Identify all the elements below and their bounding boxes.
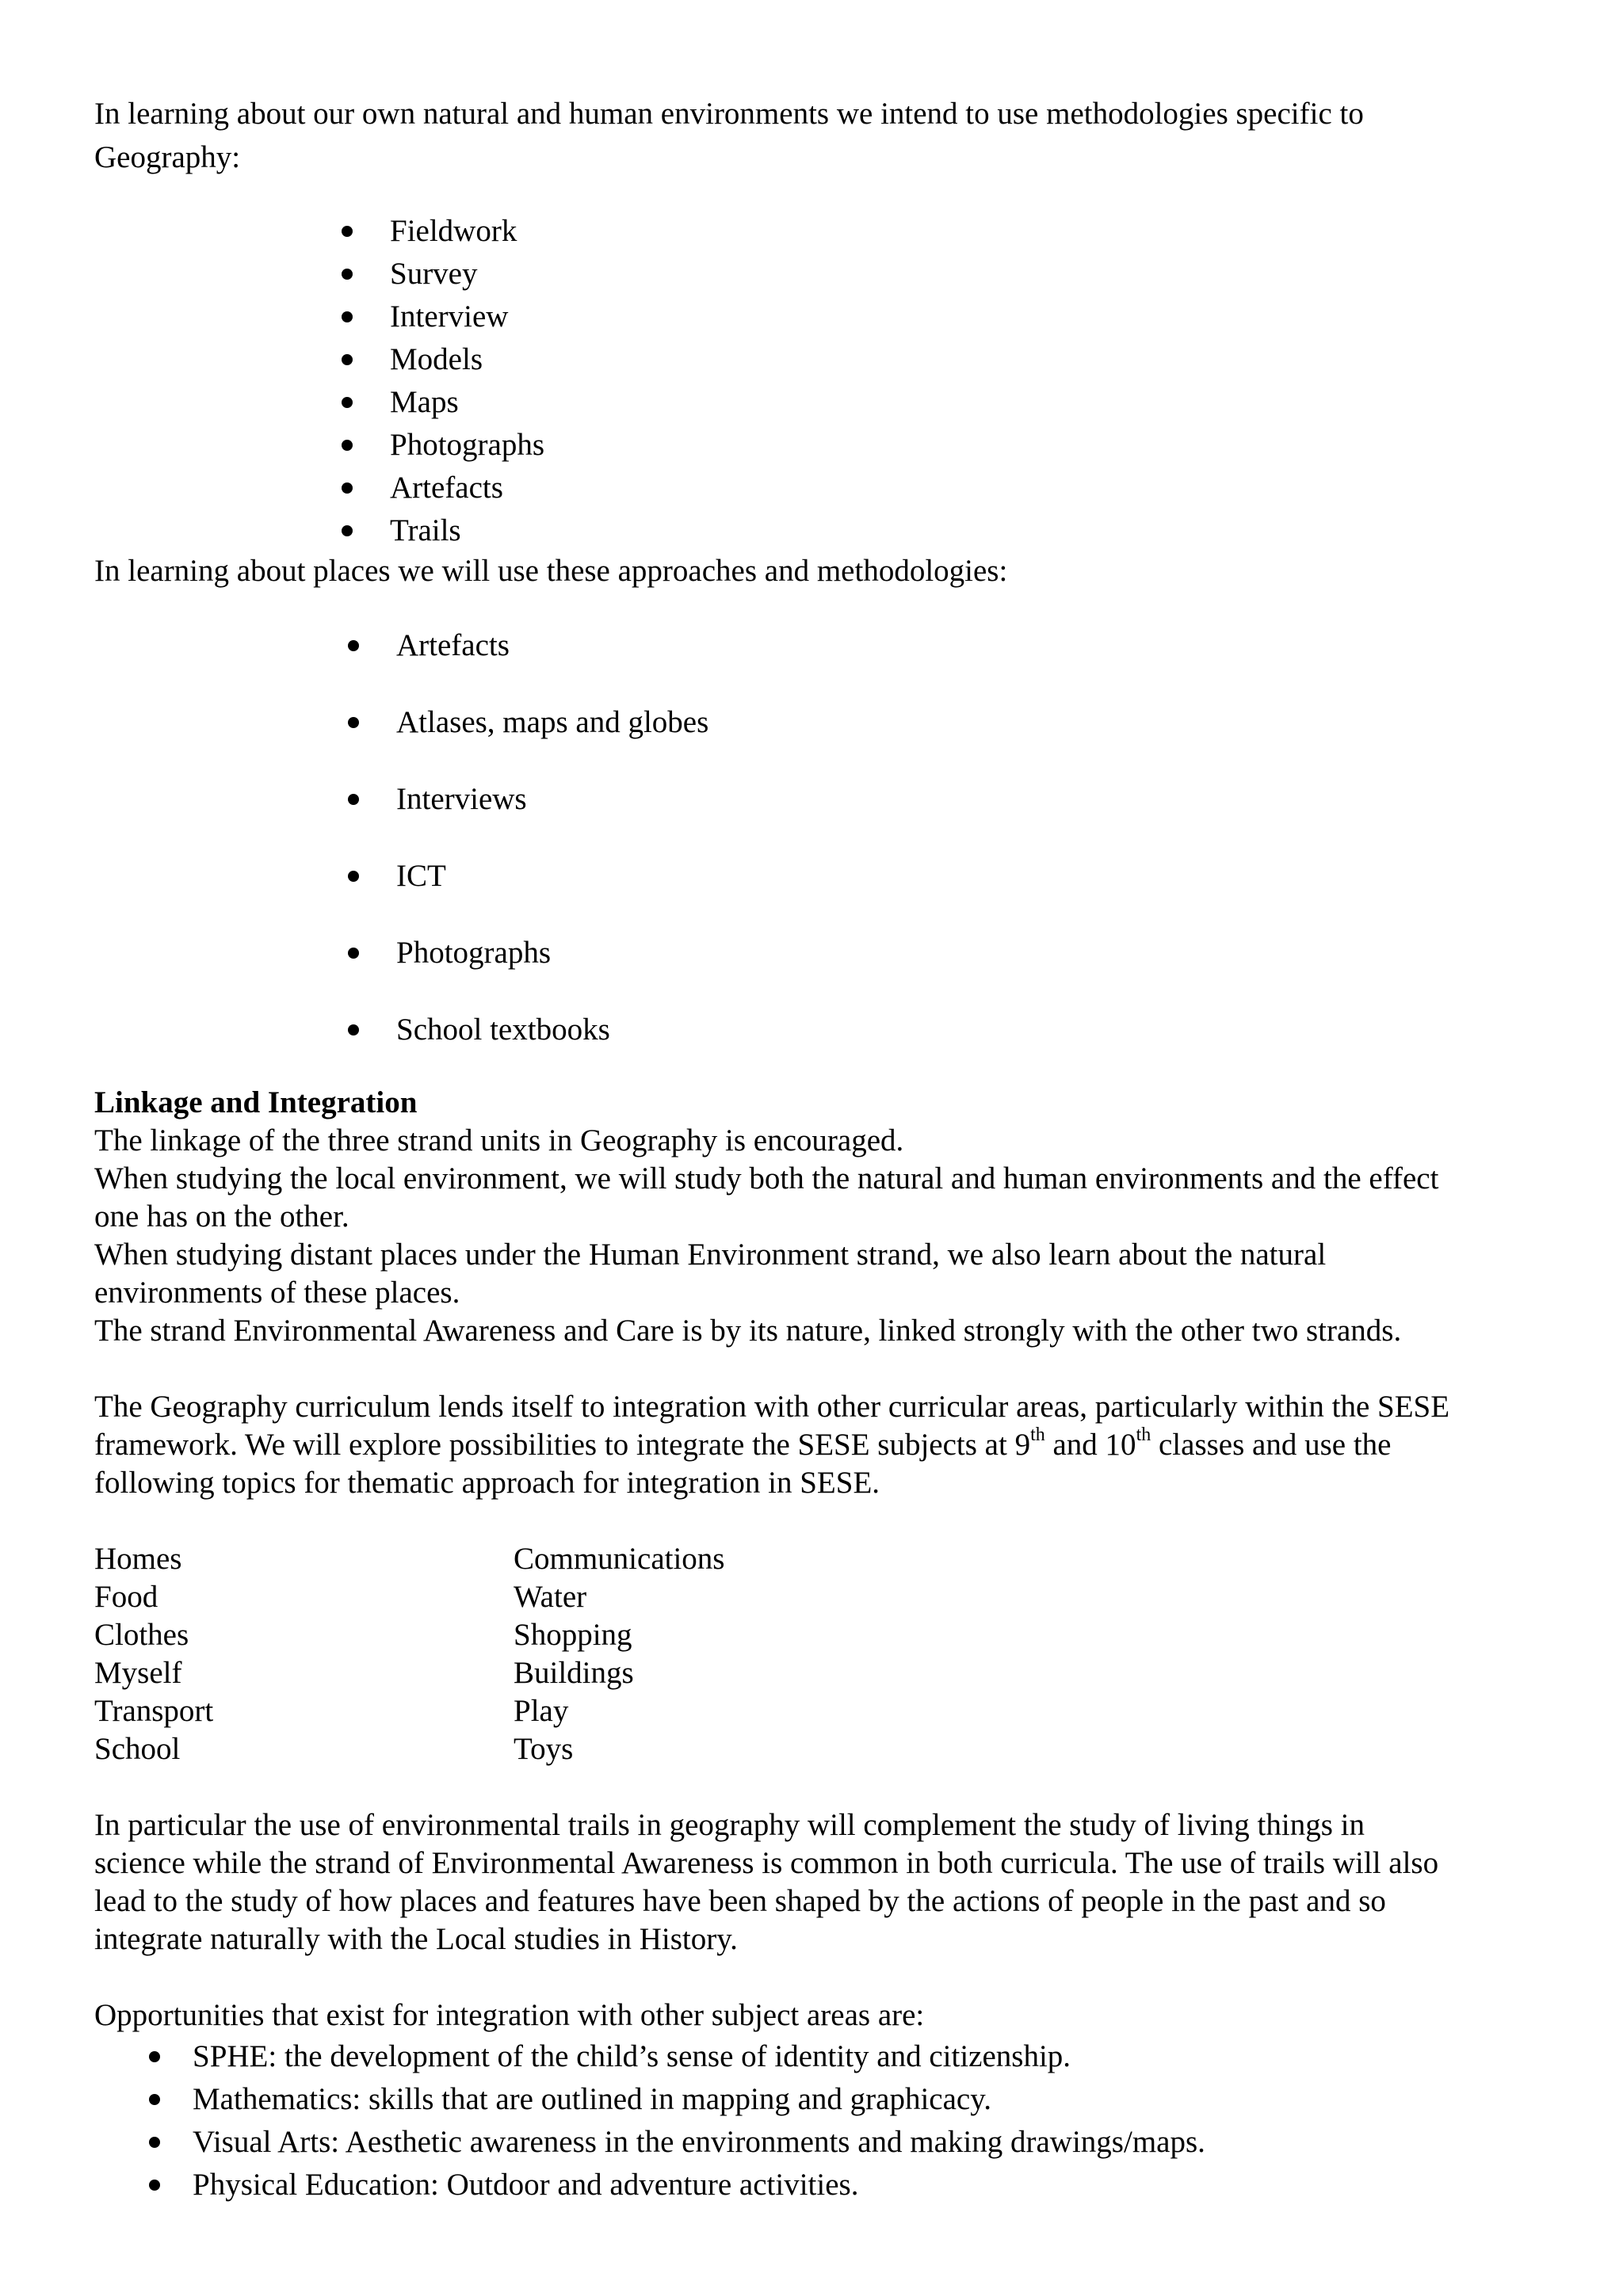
- linkage-line: one has on the other.: [94, 1199, 349, 1234]
- bullet-icon: [348, 948, 359, 959]
- bullet-icon: [342, 440, 353, 451]
- curriculum-line-2: framework. We will explore possibilities to integrate the SESE subjects at 9th and 10th classes and use the: [94, 1425, 1392, 1462]
- topic-left: Homes: [94, 1542, 182, 1576]
- linkage-heading: Linkage and Integration: [94, 1085, 418, 1119]
- document-page: In learning about our own natural and human environments we intend to use methodologies specific to Geography: Fieldwork Survey Interview Models Maps Photographs Artefacts Trails In learning about places we will use these approaches and methodologies: Artefacts Atlases, maps and globes Interviews ICT Photographs School textbooks Linkage and Integration The linkage of the three strand units in Geography is encouraged. When studying the local environment, we will study both the natural and human environments and the effect one has on the other. When studying distant places under the Human Environment strand, we also learn about the natural environments of these places. The strand Environmental Awareness and Care is by its nature, linked strongly with the other two strands. The Geography curriculum lends itself to integration with other curricular areas, particularly within the SESE framework. We will explore possibilities to integrate the SESE subjects at 9th and 10th classes and use the following topics for thematic approach for integration in SESE. Homes Food Clothes Myself Transport School Communications Water Shopping Buildings Play Toys In particular the use of environmental trails in geography will complement the study of living things in science while the strand of Environmental Awareness is common in both curricula. The use of trails will also lead to the study of how places and features have been shaped by the actions of people in the past and so integrate naturally with the Local studies in History. Opportunities that exist for integration with other subject areas are: SPHE: the development of the child’s sense of identity and citizenship. Mathematics: skills that are outlined in mapping and graphicacy. Visual Arts: Aesthetic awareness in the environments and making drawings/maps. Physical Education: Outdoor and adventure activities.: [94, 97, 1450, 2202]
- bullet-icon: [342, 525, 353, 536]
- bullet-icon: [348, 1024, 359, 1035]
- topic-right: Play: [514, 1694, 569, 1728]
- intro-line-2: Geography:: [94, 140, 241, 174]
- intro-line-1: In learning about our own natural and human environments we intend to use methodologies specific to: [94, 97, 1364, 131]
- linkage-line: The strand Environmental Awareness and Care is by its nature, linked strongly with the other two strands.: [94, 1314, 1402, 1348]
- bullet-icon: [348, 640, 359, 651]
- bullet-icon: [149, 2051, 160, 2062]
- bullet-icon: [348, 717, 359, 728]
- bullet-icon: [342, 269, 353, 280]
- places-intro: In learning about places we will use these approaches and methodologies:: [94, 554, 1008, 588]
- bullet-icon: [342, 397, 353, 408]
- linkage-line: environments of these places.: [94, 1276, 460, 1310]
- topic-right: Communications: [514, 1542, 725, 1576]
- topic-left: Food: [94, 1580, 158, 1614]
- topic-right: Buildings: [514, 1656, 634, 1690]
- bullet-icon: [348, 794, 359, 805]
- bullet-icon: [342, 354, 353, 365]
- trails-line: lead to the study of how places and features have been shaped by the actions of people in the past and so: [94, 1884, 1386, 1918]
- trails-line: science while the strand of Environmental Awareness is common in both curricula. The use of trails will also: [94, 1846, 1439, 1880]
- opportunities-intro: Opportunities that exist for integration with other subject areas are:: [94, 1998, 925, 2032]
- curriculum-line-1: The Geography curriculum lends itself to integration with other curricular areas, particularly within the SESE: [94, 1390, 1450, 1424]
- bullet-icon: [348, 871, 359, 882]
- topic-left: Myself: [94, 1656, 182, 1690]
- bullet-icon: [149, 2094, 160, 2105]
- bullet-icon: [342, 226, 353, 237]
- bullet-icon: [342, 482, 353, 494]
- topic-left: Transport: [94, 1694, 214, 1728]
- bullet-icon: [149, 2180, 160, 2191]
- bullet-icon: [342, 311, 353, 322]
- topic-left: Clothes: [94, 1618, 189, 1652]
- linkage-line: When studying distant places under the Human Environment strand, we also learn about the natural: [94, 1238, 1327, 1272]
- topic-right: Shopping: [514, 1618, 632, 1652]
- linkage-line: The linkage of the three strand units in Geography is encouraged.: [94, 1123, 904, 1158]
- topic-right: Toys: [514, 1732, 574, 1766]
- curriculum-line-3: following topics for thematic approach for integration in SESE.: [94, 1466, 880, 1500]
- bullet-icon: [149, 2137, 160, 2148]
- topic-right: Water: [514, 1580, 587, 1614]
- trails-line: In particular the use of environmental trails in geography will complement the study of living things in: [94, 1808, 1365, 1842]
- linkage-line: When studying the local environment, we will study both the natural and human environments and the effect: [94, 1161, 1439, 1196]
- trails-line: integrate naturally with the Local studies in History.: [94, 1922, 738, 1956]
- topic-left: School: [94, 1732, 181, 1766]
